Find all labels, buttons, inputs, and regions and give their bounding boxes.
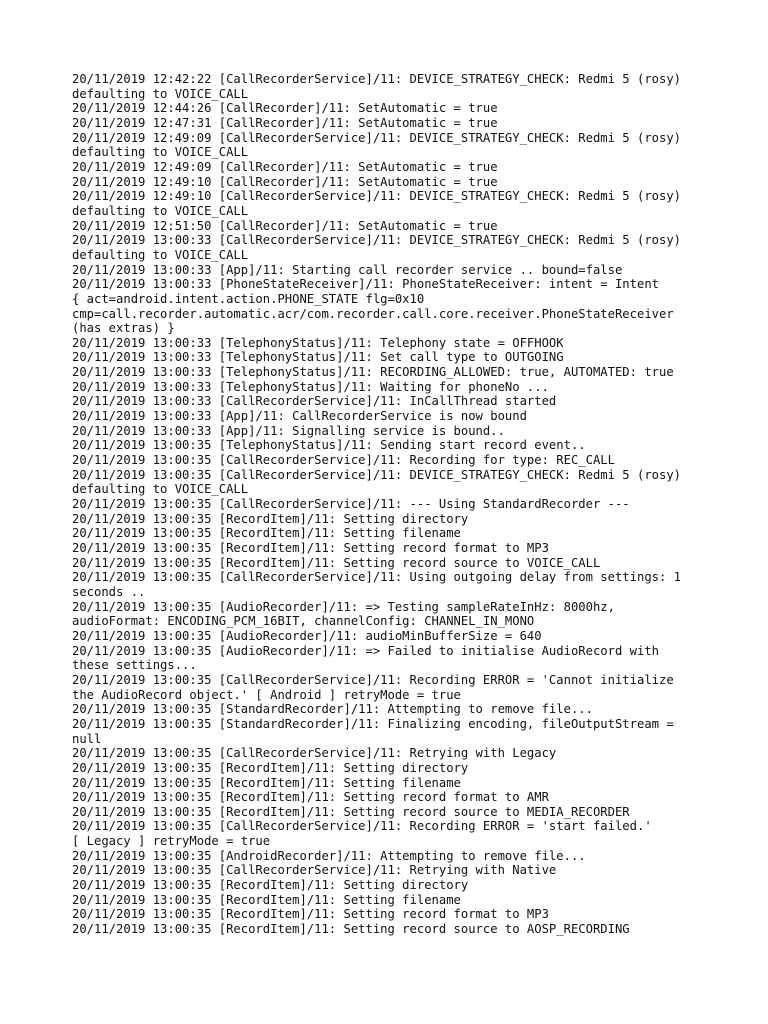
log-line: 20/11/2019 13:00:35 [AndroidRecorder]/11: Attempting to remove file... xyxy=(72,848,586,863)
log-line: 20/11/2019 12:47:31 [CallRecorder]/11: SetAutomatic = true xyxy=(72,115,498,130)
log-line: 20/11/2019 13:00:35 [RecordItem]/11: Setting record format to MP3 xyxy=(72,907,549,922)
log-line: the AudioRecord object.' [ Android ] retryMode = true xyxy=(72,687,461,702)
log-line: 20/11/2019 12:44:26 [CallRecorder]/11: SetAutomatic = true xyxy=(72,101,498,116)
log-line: 20/11/2019 13:00:35 [CallRecorderService]/11: Recording ERROR = 'Cannot initialize xyxy=(72,672,674,687)
log-line: defaulting to VOICE_CALL xyxy=(72,482,249,497)
log-line: 20/11/2019 13:00:35 [CallRecorderService]/11: Recording for type: REC_CALL xyxy=(72,453,615,468)
log-line: 20/11/2019 12:49:10 [CallRecorderService]/11: DEVICE_STRATEGY_CHECK: Redmi 5 (rosy) xyxy=(72,189,682,204)
log-document xyxy=(72,72,712,937)
log-line: 20/11/2019 13:00:33 [App]/11: Signalling service is bound.. xyxy=(72,423,505,438)
log-line: [ Legacy ] retryMode = true xyxy=(72,834,271,849)
log-line: (has extras) } xyxy=(72,321,175,336)
log-line: 20/11/2019 13:00:35 [CallRecorderService]/11: Using outgoing delay from settings: 1 xyxy=(72,570,682,585)
log-line: 20/11/2019 13:00:35 [CallRecorderService]/11: DEVICE_STRATEGY_CHECK: Redmi 5 (rosy) xyxy=(72,467,682,482)
log-line: these settings... xyxy=(72,658,197,673)
log-line: 20/11/2019 13:00:35 [RecordItem]/11: Setting directory xyxy=(72,511,469,526)
log-line: defaulting to VOICE_CALL xyxy=(72,203,249,218)
log-line: 20/11/2019 13:00:35 [StandardRecorder]/11: Attempting to remove file... xyxy=(72,702,593,717)
log-line: 20/11/2019 12:49:09 [CallRecorder]/11: SetAutomatic = true xyxy=(72,159,498,174)
log-line: 20/11/2019 13:00:33 [TelephonyStatus]/11: Waiting for phoneNo ... xyxy=(72,379,549,394)
log-line: 20/11/2019 12:51:50 [CallRecorder]/11: SetAutomatic = true xyxy=(72,218,498,233)
log-line: defaulting to VOICE_CALL xyxy=(72,247,249,262)
log-line: 20/11/2019 13:00:35 [CallRecorderService]/11: --- Using StandardRecorder --- xyxy=(72,497,630,512)
log-line: 20/11/2019 13:00:35 [RecordItem]/11: Setting record format to AMR xyxy=(72,790,549,805)
log-line: 20/11/2019 13:00:35 [RecordItem]/11: Setting filename xyxy=(72,775,461,790)
log-line: cmp=call.recorder.automatic.acr/com.recorder.call.core.receiver.PhoneStateReceiver xyxy=(72,306,674,321)
log-line: 20/11/2019 12:49:10 [CallRecorder]/11: SetAutomatic = true xyxy=(72,174,498,189)
log-line: 20/11/2019 13:00:33 [CallRecorderService]/11: DEVICE_STRATEGY_CHECK: Redmi 5 (rosy) xyxy=(72,233,682,248)
log-line: 20/11/2019 13:00:35 [RecordItem]/11: Setting record format to MP3 xyxy=(72,541,549,555)
log-line: 20/11/2019 13:00:35 [RecordItem]/11: Setting record source to AOSP_RECORDING xyxy=(72,922,630,937)
log-line: 20/11/2019 13:00:35 [RecordItem]/11: Setting record source to MEDIA_RECORDER xyxy=(72,804,630,819)
log-line: 20/11/2019 12:42:22 [CallRecorderService]/11: DEVICE_STRATEGY_CHECK: Redmi 5 (rosy) xyxy=(72,72,682,86)
log-line: 20/11/2019 13:00:33 [TelephonyStatus]/11: RECORDING_ALLOWED: true, AUTOMATED: true xyxy=(72,365,674,380)
log-line: 20/11/2019 13:00:35 [AudioRecorder]/11: => Failed to initialise AudioRecord with xyxy=(72,643,659,658)
log-line: 20/11/2019 13:00:33 [App]/11: CallRecorderService is now bound xyxy=(72,409,527,424)
log-line: 20/11/2019 12:49:09 [CallRecorderService]/11: DEVICE_STRATEGY_CHECK: Redmi 5 (rosy) xyxy=(72,130,682,145)
log-line: 20/11/2019 13:00:35 [AudioRecorder]/11: => Testing sampleRateInHz: 8000hz, xyxy=(72,599,615,614)
log-line: 20/11/2019 13:00:35 [RecordItem]/11: Setting directory xyxy=(72,878,469,893)
log-line: { act=android.intent.action.PHONE_STATE flg=0x10 xyxy=(72,291,425,306)
log-line: 20/11/2019 13:00:33 [TelephonyStatus]/11: Set call type to OUTGOING xyxy=(72,350,564,365)
log-line: defaulting to VOICE_CALL xyxy=(72,86,249,101)
log-line: 20/11/2019 13:00:35 [StandardRecorder]/11: Finalizing encoding, fileOutputStream = xyxy=(72,716,674,731)
log-line: 20/11/2019 13:00:35 [CallRecorderService]/11: Recording ERROR = 'start failed.' xyxy=(72,819,652,834)
log-line: 20/11/2019 13:00:33 [TelephonyStatus]/11: Telephony state = OFFHOOK xyxy=(72,335,564,350)
log-line: null xyxy=(72,731,102,746)
log-line: 20/11/2019 13:00:33 [CallRecorderService]/11: InCallThread started xyxy=(72,394,557,409)
log-line: 20/11/2019 13:00:35 [CallRecorderService]/11: Retrying with Legacy xyxy=(72,746,557,761)
log-line: defaulting to VOICE_CALL xyxy=(72,145,249,160)
log-line: 20/11/2019 13:00:33 [PhoneStateReceiver]/11: PhoneStateReceiver: intent = Intent xyxy=(72,277,659,292)
log-line: 20/11/2019 13:00:35 [RecordItem]/11: Setting filename xyxy=(72,892,461,907)
log-line: seconds .. xyxy=(72,584,146,599)
log-line: 20/11/2019 13:00:35 [RecordItem]/11: Setting directory xyxy=(72,760,469,775)
log-line: 20/11/2019 13:00:35 [RecordItem]/11: Setting record source to VOICE_CALL xyxy=(72,555,601,570)
log-line: audioFormat: ENCODING_PCM_16BIT, channelConfig: CHANNEL_IN_MONO xyxy=(72,614,535,629)
log-line: 20/11/2019 13:00:35 [RecordItem]/11: Setting filename xyxy=(72,526,461,541)
log-line: 20/11/2019 13:00:35 [TelephonyStatus]/11: Sending start record event.. xyxy=(72,438,586,453)
log-line: 20/11/2019 13:00:33 [App]/11: Starting call recorder service .. bound=false xyxy=(72,262,623,277)
log-line: 20/11/2019 13:00:35 [AudioRecorder]/11: audioMinBufferSize = 640 xyxy=(72,628,542,643)
log-line: 20/11/2019 13:00:35 [CallRecorderService]/11: Retrying with Native xyxy=(72,863,557,878)
